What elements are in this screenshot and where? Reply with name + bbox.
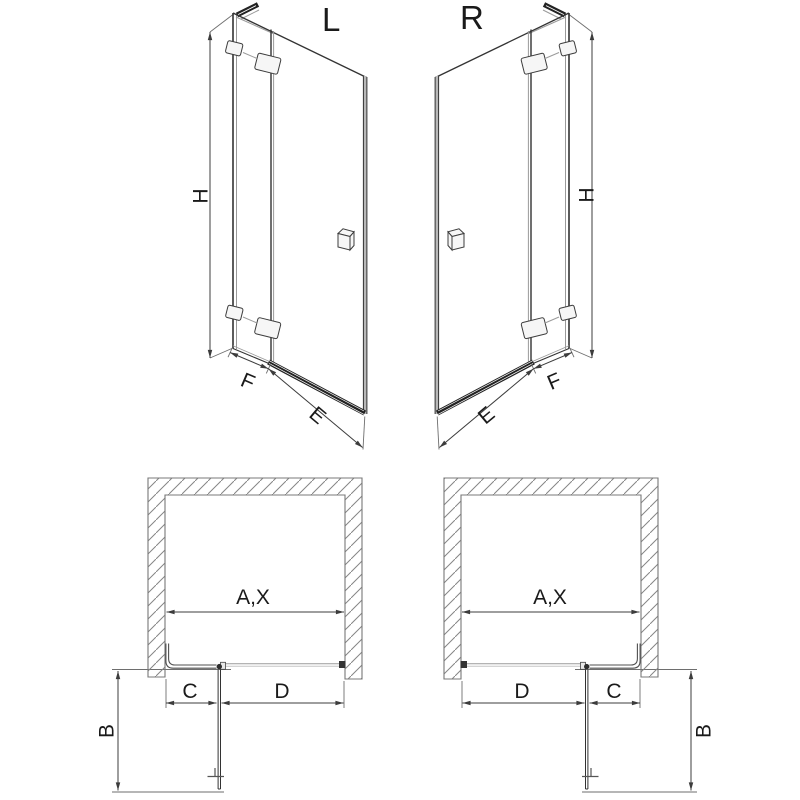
right-fixed-width-label: F [543, 368, 565, 395]
hinge-clamp [254, 53, 281, 75]
fixed-panel-profile [166, 644, 217, 669]
door-top-edge [233, 13, 365, 77]
hinge-clamp [254, 317, 281, 339]
right-plan-d-label: D [514, 680, 530, 703]
extension-line [363, 417, 365, 450]
fixed-panel-profile [590, 644, 641, 669]
right-plan-view [444, 478, 697, 792]
left-plan-c-label: C [182, 680, 198, 703]
labels [95, 0, 715, 738]
door-open-position [582, 670, 599, 790]
alcove-walls [444, 478, 658, 679]
profile-outline [169, 644, 217, 666]
extension-line [210, 13, 235, 32]
door-open-position [208, 670, 225, 790]
left-plan-d-label: D [274, 680, 290, 703]
handle-stub [582, 768, 599, 777]
right-perspective-view [435, 5, 592, 450]
hinge-pivot [217, 664, 222, 669]
right-door-width-label: E [473, 402, 500, 429]
alcove-walls [148, 478, 362, 679]
left-perspective-view [210, 5, 367, 450]
profile-outline [590, 644, 638, 666]
hinge-wall-plate [225, 40, 243, 56]
left-height-label: H [189, 188, 213, 204]
handle-stub [208, 768, 225, 777]
left-plan-b-label: B [95, 723, 119, 739]
hinge-pin [243, 53, 257, 59]
wall-bracket [339, 661, 346, 668]
right-plan-c-label: C [606, 680, 622, 703]
panel-top-edge-inner [236, 17, 273, 34]
left-fixed-width-label: F [237, 368, 259, 395]
door-handle [338, 229, 354, 250]
right-plan-opening-label: A,X [533, 586, 567, 609]
right-height-label: H [575, 187, 599, 203]
hinge-pin [243, 317, 257, 323]
left-door-width-label: E [304, 402, 331, 429]
rail-highlight [269, 361, 364, 411]
wall-bracket [461, 661, 468, 668]
left-plan-opening-label: A,X [236, 586, 270, 609]
right-plan-b-label: B [692, 723, 716, 739]
hinge-pivot [584, 664, 589, 669]
left-plan-view [112, 478, 362, 792]
right-view-title: R [460, 0, 484, 36]
hinge-wall-plate [225, 305, 243, 321]
handle-front-face [338, 234, 350, 251]
panel-bottom-edge-inner [233, 346, 269, 361]
left-view-title: L [322, 1, 341, 38]
